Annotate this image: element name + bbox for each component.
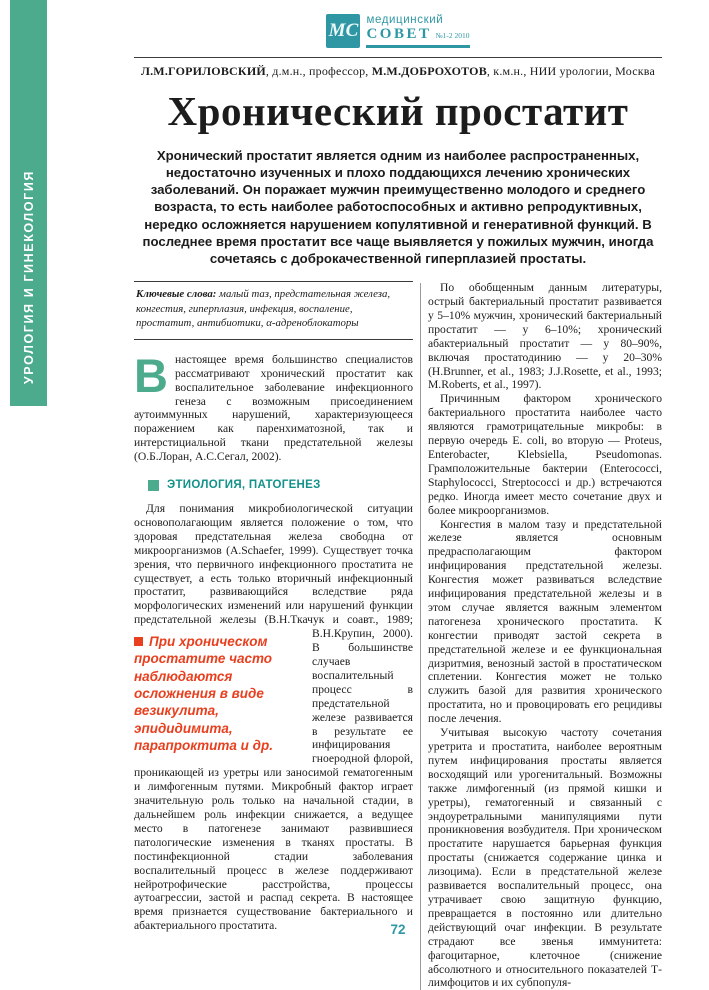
journal-monogram-icon: МС [326,14,360,48]
keywords-box [134,281,413,340]
right-paragraph-4: Учитывая высокую частоту сочетания уретрита и простатита, наиболее вероятным путем инфицирования простаты является восходящий или урогенитальный. Возможны также лимфогенный (из прямой кишки и уретры), гематогенный и связанный с эндоуретральными манипуляциями пути проникновения возбудителя. При хроническом простатите нарушается барьерная функция простаты (снижается содержание цинка и лизоцима). Если в предстательной железе развивается воспалительный процесс, она утрачивает свою защитную функцию, превращается в постоянно или длительно действующий очаг инфекции. В результате страдают все звенья иммунитета: фагоцитарное, клеточное (снижение абсолютного и относительного показателей Т-лимфоцитов и их субпопуля- [428,726,662,990]
section-title: ЭТИОЛОГИЯ, ПАТОГЕНЕЗ [167,479,321,492]
author-degrees-2: , к.м.н., НИИ урологии, Москва [486,64,656,78]
section-rubric-label: УРОЛОГИЯ И ГИНЕКОЛОГИЯ [21,169,36,384]
body-columns [134,281,662,990]
author-name-1: Л.М.ГОРИЛОВСКИЙ [140,64,266,78]
journal-name-line1: медицинский [366,14,444,27]
keywords-label: Ключевые слова: [136,288,217,301]
logo-underline [366,45,469,48]
left-paragraph-part1: Для понимания микробиологической ситуации основополагающим является положение о том, что здоровая предстательная железа свободна от микроорганизмов (A.Schaefer, 1999). Существует точка зрения, что первичного инфекционного простатита не существует, а есть только вторичный инфекционный простатит, развивающийся вследствие ряда морфологических изменений или нарушений функции предстательной железы [134,502,413,627]
left-column [134,281,413,990]
right-paragraph-1: По обобщенным данным литературы, острый бактериальный простатит развивается у 5–10% мужчин, хронический бактериальный простатит — у 6–10%; хронический абактериальный простатит — у 80–90%, включая простатодинию — у 20–30% (H.Brunner, et al., 1983; J.J.Rosette, et al., 1993; M.Roberts, et al., 1997). [428,281,662,392]
intro-paragraph [134,348,413,464]
dropcap-letter: В [134,348,168,402]
header-rule [134,57,662,58]
journal-issue-label: №1-2 2010 [435,31,470,41]
keywords-text: малый таз, предстательная железа, конгестия, гиперплазия, инфекция, воспаление, простатит, антибиотики, α-адреноблокаторы [136,288,391,330]
article-page [134,0,662,990]
section-square-icon [148,480,159,491]
article-title: Хронический простатит [167,88,629,134]
intro-text: настоящее время большинство специалистов рассматривают хронический простатит как воспалительное заболевание инфекционного генеза с возможным присоединением аутоиммунных нарушений, характеризующееся поражением как паренхиматозной, так и интерстициальной ткани предстательной железы (О.Б.Лоран, А.С.Сегал, 2002). [134,352,413,464]
right-paragraph-3: Конгестия в малом тазу и предстательной железе является основным предрасполагающим фактором инфицирования предстательной железы. Конгестия может развиваться вследствие инфицирования предстательной железы и в этом случае является важным элементом патогенеза хронического простатита. К конгестии приводят застой секрета в предстательной железе и ее функциональная дизритмия, венозный застой в простатическом сплетении. Конгестия может не только служить базой для развития хронического простатита, но и провоцировать его рецидивы после лечения. [428,517,662,726]
pullquote-square-icon [134,637,143,646]
pullquote-text: При хроническом простатите часто наблюдаются осложнения в виде везикулита, эпидидимита, парапроктита и др. [134,634,273,753]
author-name-2: М.М.ДОБРОХОТОВ [371,64,487,78]
left-body-paragraph [134,502,413,933]
right-paragraph-2: Причинным фактором хронического бактериального простатита наиболее часто являются грамотрицательные микробы: в первую очередь E. coli, во вторую — Proteus, Enterobacter, Klebsiella, Pseudomonas. Грамположительные бактерии (Enterococci, Staphylococci, Streptococci и др.) встречаются редко. Иногда имеет место сочетание двух и более микроорганизмов. [428,392,662,517]
journal-name-line2 [366,26,469,43]
byline [134,64,662,79]
journal-name-word: СОВЕТ [366,26,432,43]
section-rubric-band [10,0,47,406]
column-divider [420,283,421,990]
page-number: 72 [390,922,406,937]
journal-name [366,14,469,48]
pullquote [134,633,304,754]
article-abstract: Хронический простатит является одним из наиболее распространенных, недостаточно изученных и плохо поддающихся лечению хронических заболеваний. Он поражает мужчин преимущественно молодого и среднего возраста, то есть наиболее работоспособных и активно репродуктивных, нередко осложняется нарушением копулятивной и генеративной функций. В последнее время простатит все чаще выявляется у пожилых мужчин, иногда сочетаясь с доброкачественной гиперплазией простаты. [142,148,654,266]
right-column [428,281,662,990]
left-paragraph-part2: (В.Н.Ткачук и соавт., 1989; В.Н.Крупин, 2000). В большинстве случаев воспалительный процесс в предстательной железе развивается в результате ее инфицирования гноеродной флорой, проникающей из уретры или заносимой гематогенным и лимфогенным путями. Микробный фактор играет значительную роль только на начальной стадии, в дальнейшем роль инфекции снижается, а ведущее место в патогенезе занимают развившиеся патологические изменения в тканях простаты. В постинфекционной стадии заболевания воспалительный процесс в железе поддерживают нейротрофические расстройства, процессы аутоагрессии, застой и распад секрета. В настоящее время признается существование бактериального и абактериального простатита. [134,613,413,933]
section-header-etiology [134,479,413,491]
author-degrees-1: , д.м.н., профессор, [265,64,372,78]
journal-logo [326,14,469,48]
